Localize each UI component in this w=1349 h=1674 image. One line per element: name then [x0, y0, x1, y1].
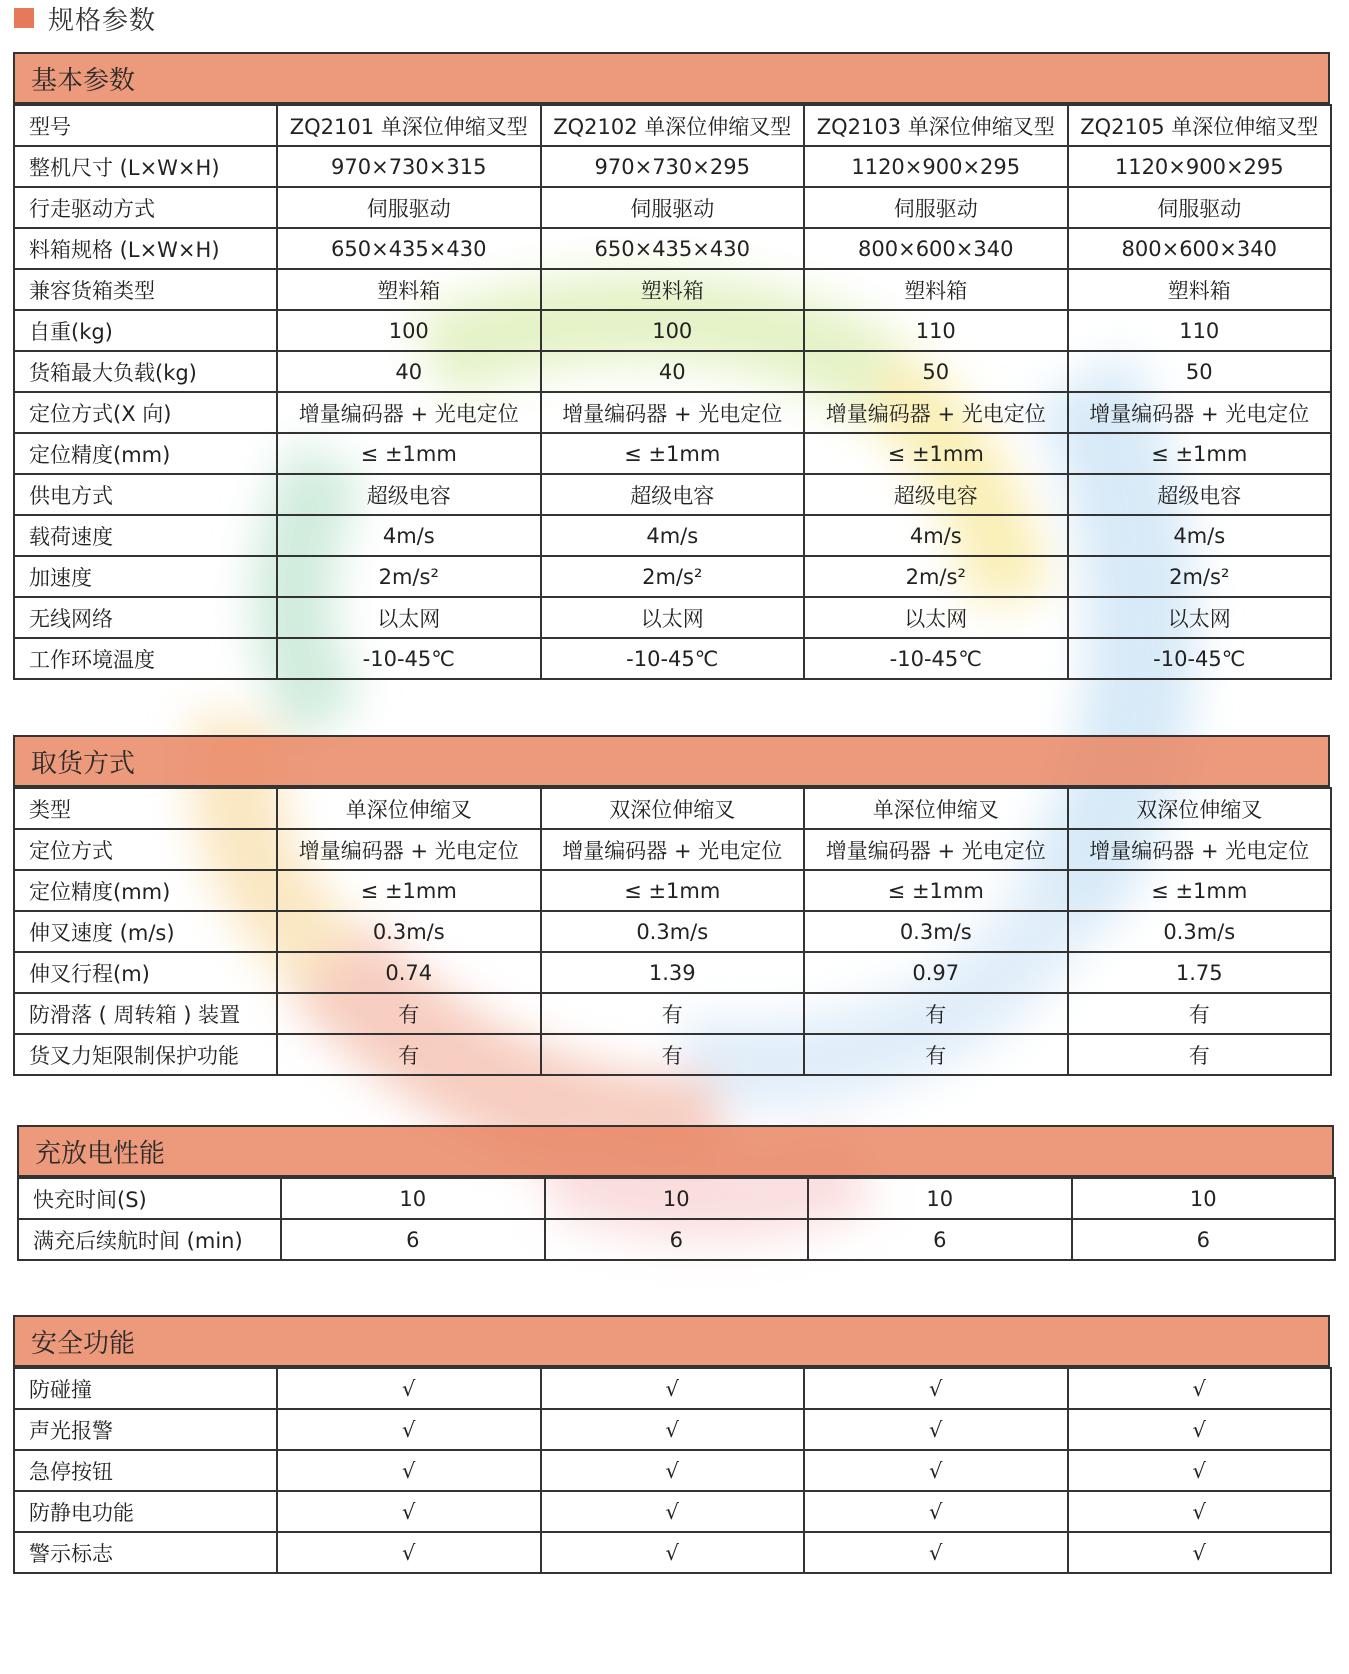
value-cell: 增量编码器 + 光电定位	[277, 829, 541, 870]
value-cell: 10	[545, 1178, 809, 1219]
value-cell: 以太网	[541, 597, 805, 638]
table-row	[14, 105, 1331, 146]
row-label: 货叉力矩限制保护功能	[14, 1034, 277, 1075]
value-cell: 0.3m/s	[541, 911, 805, 952]
value-cell: 超级电容	[1068, 474, 1332, 515]
row-label: 兼容货箱类型	[14, 269, 277, 310]
row-label: 工作环境温度	[14, 638, 277, 679]
value-cell: 6	[281, 1219, 545, 1260]
value-cell: √	[804, 1409, 1068, 1450]
value-cell: √	[1068, 1368, 1332, 1409]
value-cell: 单深位伸缩叉	[804, 788, 1068, 829]
value-cell: √	[804, 1491, 1068, 1532]
value-cell: √	[804, 1532, 1068, 1573]
table-row	[14, 1491, 1331, 1532]
value-cell: √	[277, 1532, 541, 1573]
value-cell: 双深位伸缩叉	[1068, 788, 1332, 829]
value-cell: 4m/s	[1068, 515, 1332, 556]
value-cell: 6	[1072, 1219, 1336, 1260]
value-cell: 2m/s²	[1068, 556, 1332, 597]
row-label: 料箱规格 (L×W×H)	[14, 228, 277, 269]
value-cell: 0.3m/s	[804, 911, 1068, 952]
value-cell: 650×435×430	[277, 228, 541, 269]
row-label: 防滑落 ( 周转箱 ) 装置	[14, 993, 277, 1034]
value-cell: 970×730×315	[277, 146, 541, 187]
value-cell: 伺服驱动	[541, 187, 805, 228]
charge-table	[17, 1177, 1336, 1261]
section-header: 基本参数	[13, 52, 1330, 104]
table-row	[14, 392, 1331, 433]
value-cell: 100	[541, 310, 805, 351]
value-cell: 50	[804, 351, 1068, 392]
value-cell: 超级电容	[804, 474, 1068, 515]
value-cell: √	[277, 1450, 541, 1491]
value-cell: -10-45℃	[1068, 638, 1332, 679]
row-label: 定位精度(mm)	[14, 433, 277, 474]
value-cell: ≤ ±1mm	[804, 870, 1068, 911]
value-cell: √	[541, 1368, 805, 1409]
value-cell: 塑料箱	[541, 269, 805, 310]
value-cell: 超级电容	[541, 474, 805, 515]
table-row	[14, 474, 1331, 515]
value-cell: 增量编码器 + 光电定位	[277, 392, 541, 433]
value-cell: 4m/s	[804, 515, 1068, 556]
value-cell: 有	[277, 1034, 541, 1075]
value-cell: 塑料箱	[277, 269, 541, 310]
value-cell: 0.74	[277, 952, 541, 993]
row-label: 满充后续航时间 (min)	[18, 1219, 281, 1260]
table-row	[14, 187, 1331, 228]
section-header: 取货方式	[13, 735, 1330, 787]
value-cell: √	[277, 1409, 541, 1450]
value-cell: 1.75	[1068, 952, 1332, 993]
row-label: 整机尺寸 (L×W×H)	[14, 146, 277, 187]
row-label: 伸叉速度 (m/s)	[14, 911, 277, 952]
value-cell: 800×600×340	[1068, 228, 1332, 269]
row-label: 定位方式(X 向)	[14, 392, 277, 433]
value-cell: 6	[545, 1219, 809, 1260]
row-label: 类型	[14, 788, 277, 829]
value-cell: 超级电容	[277, 474, 541, 515]
row-label: 定位方式	[14, 829, 277, 870]
value-cell: √	[277, 1491, 541, 1532]
value-cell: √	[541, 1450, 805, 1491]
value-cell: 100	[277, 310, 541, 351]
value-cell: √	[804, 1368, 1068, 1409]
value-cell: √	[541, 1409, 805, 1450]
value-cell: 以太网	[804, 597, 1068, 638]
value-cell: √	[1068, 1450, 1332, 1491]
value-cell: 有	[277, 993, 541, 1034]
value-cell: 有	[804, 993, 1068, 1034]
row-label: 型号	[14, 105, 277, 146]
row-label: 供电方式	[14, 474, 277, 515]
table-row	[14, 228, 1331, 269]
row-label: 警示标志	[14, 1532, 277, 1573]
pickup-table	[13, 787, 1332, 1076]
value-cell: 4m/s	[277, 515, 541, 556]
value-cell: 10	[808, 1178, 1072, 1219]
table-row	[14, 993, 1331, 1034]
table-row	[18, 1178, 1335, 1219]
value-cell: √	[1068, 1409, 1332, 1450]
value-cell: √	[541, 1491, 805, 1532]
table-row	[14, 433, 1331, 474]
value-cell: ≤ ±1mm	[277, 433, 541, 474]
row-label: 急停按钮	[14, 1450, 277, 1491]
value-cell: √	[1068, 1532, 1332, 1573]
row-label: 自重(kg)	[14, 310, 277, 351]
table-row	[14, 1409, 1331, 1450]
value-cell: √	[1068, 1491, 1332, 1532]
table-row	[14, 1034, 1331, 1075]
value-cell: 增量编码器 + 光电定位	[541, 392, 805, 433]
value-cell: 增量编码器 + 光电定位	[541, 829, 805, 870]
table-row	[14, 515, 1331, 556]
value-cell: 10	[1072, 1178, 1336, 1219]
value-cell: 800×600×340	[804, 228, 1068, 269]
row-label: 伸叉行程(m)	[14, 952, 277, 993]
row-label: 加速度	[14, 556, 277, 597]
value-cell: 有	[541, 993, 805, 1034]
value-cell: -10-45℃	[804, 638, 1068, 679]
table-row	[14, 952, 1331, 993]
pickup-section	[13, 735, 1330, 1076]
page-title-text: 规格参数	[48, 5, 157, 36]
value-cell: √	[804, 1450, 1068, 1491]
value-cell: 伺服驱动	[1068, 187, 1332, 228]
value-cell: 以太网	[277, 597, 541, 638]
value-cell: 970×730×295	[541, 146, 805, 187]
row-label: 无线网络	[14, 597, 277, 638]
row-label: 行走驱动方式	[14, 187, 277, 228]
value-cell: 伺服驱动	[277, 187, 541, 228]
value-cell: 650×435×430	[541, 228, 805, 269]
title-marker-icon	[14, 8, 34, 28]
value-cell: 伺服驱动	[804, 187, 1068, 228]
value-cell: ≤ ±1mm	[541, 433, 805, 474]
table-row	[14, 310, 1331, 351]
value-cell: ZQ2103 单深位伸缩叉型	[804, 105, 1068, 146]
value-cell: 有	[804, 1034, 1068, 1075]
value-cell: 1.39	[541, 952, 805, 993]
table-row	[14, 146, 1331, 187]
value-cell: 塑料箱	[804, 269, 1068, 310]
section-header: 充放电性能	[17, 1125, 1334, 1177]
value-cell: 有	[1068, 993, 1332, 1034]
row-label: 声光报警	[14, 1409, 277, 1450]
table-row	[18, 1219, 1335, 1260]
row-label: 载荷速度	[14, 515, 277, 556]
table-row	[14, 1368, 1331, 1409]
value-cell: 4m/s	[541, 515, 805, 556]
value-cell: 0.3m/s	[1068, 911, 1332, 952]
table-row	[14, 269, 1331, 310]
table-row	[14, 1450, 1331, 1491]
value-cell: 40	[541, 351, 805, 392]
value-cell: 增量编码器 + 光电定位	[1068, 829, 1332, 870]
row-label: 防静电功能	[14, 1491, 277, 1532]
value-cell: 10	[281, 1178, 545, 1219]
safety-section	[13, 1315, 1330, 1574]
table-row	[14, 638, 1331, 679]
value-cell: 2m/s²	[277, 556, 541, 597]
value-cell: 单深位伸缩叉	[277, 788, 541, 829]
value-cell: 有	[541, 1034, 805, 1075]
value-cell: √	[541, 1532, 805, 1573]
basic-params-section	[13, 52, 1330, 680]
value-cell: ≤ ±1mm	[1068, 870, 1332, 911]
table-row	[14, 870, 1331, 911]
value-cell: 0.97	[804, 952, 1068, 993]
value-cell: 1120×900×295	[804, 146, 1068, 187]
row-label: 快充时间(S)	[18, 1178, 281, 1219]
value-cell: ≤ ±1mm	[804, 433, 1068, 474]
value-cell: ≤ ±1mm	[1068, 433, 1332, 474]
table-row	[14, 788, 1331, 829]
table-row	[14, 556, 1331, 597]
row-label: 防碰撞	[14, 1368, 277, 1409]
row-label: 货箱最大负载(kg)	[14, 351, 277, 392]
value-cell: 有	[1068, 1034, 1332, 1075]
value-cell: 2m/s²	[541, 556, 805, 597]
value-cell: 增量编码器 + 光电定位	[804, 829, 1068, 870]
value-cell: ZQ2101 单深位伸缩叉型	[277, 105, 541, 146]
value-cell: 0.3m/s	[277, 911, 541, 952]
table-row	[14, 1532, 1331, 1573]
value-cell: 1120×900×295	[1068, 146, 1332, 187]
value-cell: 增量编码器 + 光电定位	[804, 392, 1068, 433]
value-cell: 110	[1068, 310, 1332, 351]
value-cell: 6	[808, 1219, 1072, 1260]
value-cell: 40	[277, 351, 541, 392]
value-cell: 以太网	[1068, 597, 1332, 638]
table-row	[14, 911, 1331, 952]
value-cell: 双深位伸缩叉	[541, 788, 805, 829]
value-cell: ≤ ±1mm	[277, 870, 541, 911]
table-row	[14, 829, 1331, 870]
value-cell: -10-45℃	[277, 638, 541, 679]
value-cell: 50	[1068, 351, 1332, 392]
value-cell: ZQ2105 单深位伸缩叉型	[1068, 105, 1332, 146]
value-cell: 增量编码器 + 光电定位	[1068, 392, 1332, 433]
page-title	[14, 0, 156, 36]
safety-table	[13, 1367, 1332, 1574]
value-cell: √	[277, 1368, 541, 1409]
value-cell: ZQ2102 单深位伸缩叉型	[541, 105, 805, 146]
section-header: 安全功能	[13, 1315, 1330, 1367]
table-row	[14, 351, 1331, 392]
value-cell: 2m/s²	[804, 556, 1068, 597]
row-label: 定位精度(mm)	[14, 870, 277, 911]
value-cell: -10-45℃	[541, 638, 805, 679]
basic-params-table	[13, 104, 1332, 680]
value-cell: ≤ ±1mm	[541, 870, 805, 911]
value-cell: 110	[804, 310, 1068, 351]
charge-section	[17, 1125, 1334, 1261]
value-cell: 塑料箱	[1068, 269, 1332, 310]
table-row	[14, 597, 1331, 638]
